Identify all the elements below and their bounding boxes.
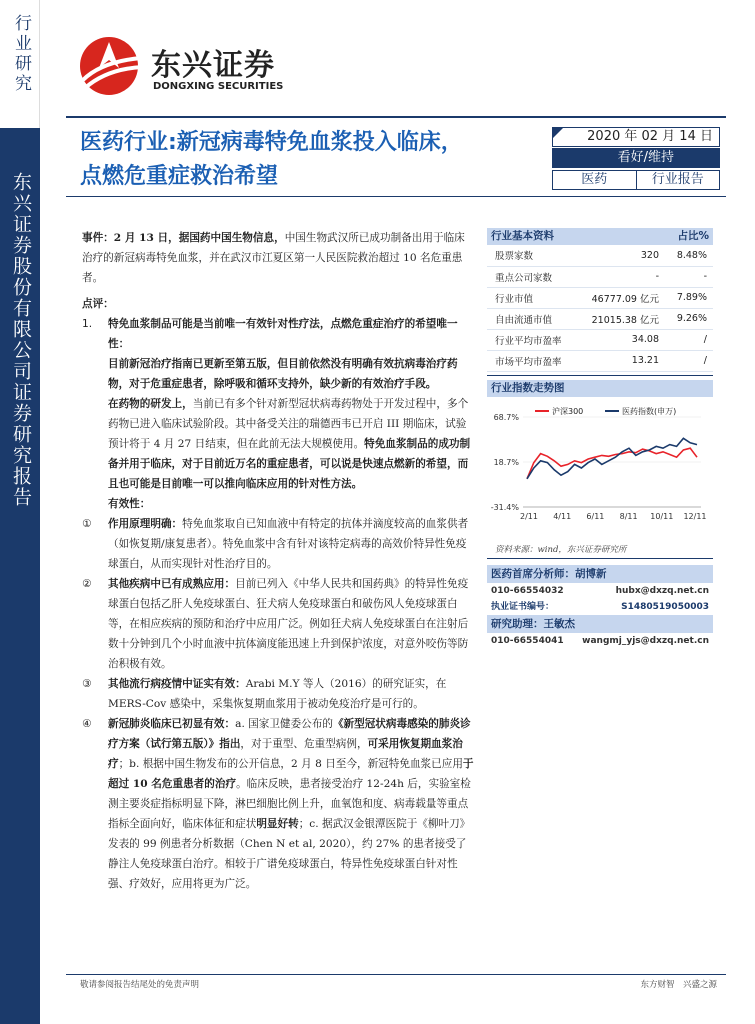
row-value: 46777.09 亿元 bbox=[577, 287, 663, 308]
trend-header: 行业指数走势图 bbox=[487, 380, 713, 397]
tag-report-type: 行业报告 bbox=[637, 170, 721, 190]
row-pct: 8.48% bbox=[663, 245, 713, 266]
row-value: 34.08 bbox=[577, 329, 663, 350]
tag-industry: 医药 bbox=[552, 170, 637, 190]
industry-data-table bbox=[487, 245, 713, 372]
series-line-1 bbox=[527, 448, 697, 479]
row-label: 行业市值 bbox=[487, 287, 577, 308]
section-label: 行业研究 bbox=[11, 14, 31, 94]
assistant-contact bbox=[487, 633, 713, 649]
claim-number: ④ bbox=[82, 718, 92, 730]
point-1-b: 在药物的研发上，当前已有多个针对新型冠状病毒药物处于开发过程中，多个药物已进入临床试验阶段。其中备受关注的瑞德西韦已开启 III 期临床，试验预计将于 4 月 27 日结束，但在此前无法大规模使用。特免血浆制品的成功制备并用于临床，对于目前近万名的重症患者，可以说是快速点燃新的希望，而且也可能是目前唯一可以推向临床应用的针对性方法。 bbox=[108, 398, 471, 490]
row-label: 股票家数 bbox=[487, 245, 577, 266]
report-body bbox=[82, 228, 474, 894]
cert-number: S1480519050003 bbox=[621, 601, 709, 612]
claim-1: ① 作用原理明确：特免血浆取自已知血液中有特定的抗体并滴度较高的血浆供者（如恢复期/康复患者）。特免血浆中含有针对该特定病毒的高效价特异性免疫球蛋白，从而实现针对性治疗目的。 bbox=[82, 514, 474, 574]
analyst-info bbox=[487, 565, 713, 649]
x-tick-label: 6/11 bbox=[586, 511, 605, 521]
point-1 bbox=[82, 314, 474, 354]
chief-phone: 010-66554032 bbox=[491, 585, 564, 596]
corner-mark-icon bbox=[553, 128, 563, 138]
report-meta bbox=[552, 127, 720, 190]
trend-chart-svg bbox=[487, 403, 713, 535]
industry-row bbox=[487, 329, 713, 350]
x-tick-label: 12/11 bbox=[683, 511, 707, 521]
event-label: 事件： bbox=[82, 232, 114, 244]
y-tick-label: 68.7% bbox=[493, 412, 519, 422]
cert-label: 执业证书编号： bbox=[491, 601, 555, 612]
research-assistant: 研究助理：王敏杰 bbox=[487, 615, 713, 633]
industry-row bbox=[487, 245, 713, 266]
logo-cn: 东兴证券 bbox=[151, 48, 275, 83]
report-date: 2020 年 02 月 14 日 bbox=[587, 129, 713, 144]
row-label: 市场平均市盈率 bbox=[487, 350, 577, 371]
row-pct: / bbox=[663, 350, 713, 371]
y-tick-label: -31.4% bbox=[490, 502, 519, 512]
row-value: 320 bbox=[577, 245, 663, 266]
claim-2: ② 其他疾病中已有成熟应用：目前已列入《中华人民共和国药典》的特异性免疫球蛋白包括乙肝人免疫球蛋白、狂犬病人免疫球蛋白和破伤风人免疫球蛋白等，在相应疾病的预防和治疗中应用广泛。例如狂犬病人免疫球蛋白在注射后数十分钟到几个小时血液中抗体滴度能迅速上升到保护浓度，对意外咬伤等防治积极有效。 bbox=[82, 574, 474, 674]
row-value: - bbox=[577, 266, 663, 287]
industry-data-header: 行业基本资料 占比% bbox=[487, 228, 713, 245]
disclaimer-note: 敬请参阅报告结尾处的免责声明 bbox=[80, 980, 200, 990]
point-number: 1. bbox=[82, 318, 93, 330]
industry-row bbox=[487, 308, 713, 329]
footer-slogan: 东方财智 兴盛之源 bbox=[640, 980, 717, 990]
header-divider bbox=[66, 116, 726, 118]
x-tick-label: 10/11 bbox=[650, 511, 674, 521]
point-1-a: 目前新冠治疗指南已更新至第五版，但目前依然没有明确有效抗病毒治疗药物，对于危重症患者，除呼吸和循环支持外，缺少新的有效治疗手段。 bbox=[108, 358, 458, 390]
x-tick-label: 4/11 bbox=[553, 511, 572, 521]
title-divider bbox=[66, 196, 726, 197]
report-title: 医药行业:新冠病毒特免血浆投入临床，点燃危重症救治希望 bbox=[80, 130, 463, 189]
report-tags bbox=[552, 170, 720, 190]
row-pct: 7.89% bbox=[663, 287, 713, 308]
event-bold: 2 月 13 日，据国药中国生物信息， bbox=[113, 232, 285, 244]
claim-number: ① bbox=[82, 518, 92, 530]
legend-label: 沪深300 bbox=[552, 406, 584, 416]
claim-number: ② bbox=[82, 578, 92, 590]
row-label: 行业平均市盈率 bbox=[487, 329, 577, 350]
industry-row bbox=[487, 350, 713, 371]
event-text: 中国生物武汉所已成功制备出用于临床治疗的新冠病毒特免血浆，并在武汉市江夏区第一人民医院救治超过 10 名危重患者。 bbox=[82, 232, 465, 284]
chief-contact bbox=[487, 583, 713, 599]
legend-label: 医药指数(申万) bbox=[622, 406, 677, 416]
claim-3: ③ 其他流行病疫情中证实有效：Arabi M.Y 等人（2016）的研究证实，在 MERS-Cov 感染中，采集恢复期血浆用于被动免疫治疗是可行的。 bbox=[82, 674, 474, 714]
side-band-top bbox=[0, 0, 40, 128]
index-trend-chart bbox=[487, 403, 713, 539]
row-pct: 9.26% bbox=[663, 308, 713, 329]
point-title: 特免血浆制品可能是当前唯一有效针对性疗法，点燃危重症治疗的希望唯一性： bbox=[108, 318, 458, 350]
effectiveness-label: 有效性： bbox=[108, 498, 151, 510]
chief-analyst: 医药首席分析师：胡博新 bbox=[487, 565, 713, 583]
industry-row bbox=[487, 287, 713, 308]
x-tick-label: 8/11 bbox=[619, 511, 638, 521]
rating-badge: 看好/维持 bbox=[552, 148, 720, 168]
row-value: 21015.38 亿元 bbox=[577, 308, 663, 329]
event-paragraph bbox=[82, 228, 474, 288]
logo-en: DONGXING SECURITIES bbox=[153, 81, 284, 92]
row-value: 13.21 bbox=[577, 350, 663, 371]
company-report-label: 东兴证券股份有限公司证券研究报告 bbox=[10, 172, 32, 508]
x-tick-label: 2/11 bbox=[520, 511, 538, 521]
comment-label: 点评： bbox=[82, 298, 114, 310]
series-line-2 bbox=[527, 438, 697, 479]
claim-4: ④ 新冠肺炎临床已初显有效：a. 国家卫健委公布的《新型冠状病毒感染的肺炎诊疗方案（试行第五版）》指出，对于重型、危重型病例，可采用恢复期血浆治疗；b. 根据中国生物发布的公开信息，2 月 8 日至今，新冠特免血浆已应用于超过 10 名危重患者的治疗。临床反映，患者接受治疗 12-24h 后，实验室检测主要炎症指标明显下降，淋巴细胞比例上升，血氧饱和度、病毒载量等重点指标全面向好，临床体征和症状明显好转；c. 据武汉金银潭医院于《柳叶刀》发表的 99 例患者分析数据（Chen N et al, 2020），约 27% 的患者接受了静注人免疫球蛋白治疗。相较于广谱免疫球蛋白，特异性免疫球蛋白针对性强、疗效好，应用将更为广泛。 bbox=[82, 714, 474, 894]
report-date-box bbox=[552, 127, 720, 147]
row-label: 重点公司家数 bbox=[487, 266, 577, 287]
row-pct: - bbox=[663, 266, 713, 287]
chief-email[interactable]: hubx@dxzq.net.cn bbox=[615, 585, 709, 596]
assistant-email[interactable]: wangmj_yjs@dxzq.net.cn bbox=[582, 635, 709, 646]
cert-row bbox=[487, 599, 713, 615]
logo-mark-icon bbox=[75, 36, 147, 98]
claim-number: ③ bbox=[82, 678, 92, 690]
right-sidebar bbox=[487, 228, 713, 649]
row-pct: / bbox=[663, 329, 713, 350]
row-label: 自由流通市值 bbox=[487, 308, 577, 329]
assistant-phone: 010-66554041 bbox=[491, 635, 564, 646]
footer-divider bbox=[66, 974, 726, 975]
industry-row bbox=[487, 266, 713, 287]
y-tick-label: 18.7% bbox=[493, 457, 519, 467]
side-band bbox=[0, 128, 40, 1024]
chart-source: 资料来源：wind，东兴证券研究所 bbox=[495, 544, 627, 555]
company-logo bbox=[75, 36, 285, 100]
